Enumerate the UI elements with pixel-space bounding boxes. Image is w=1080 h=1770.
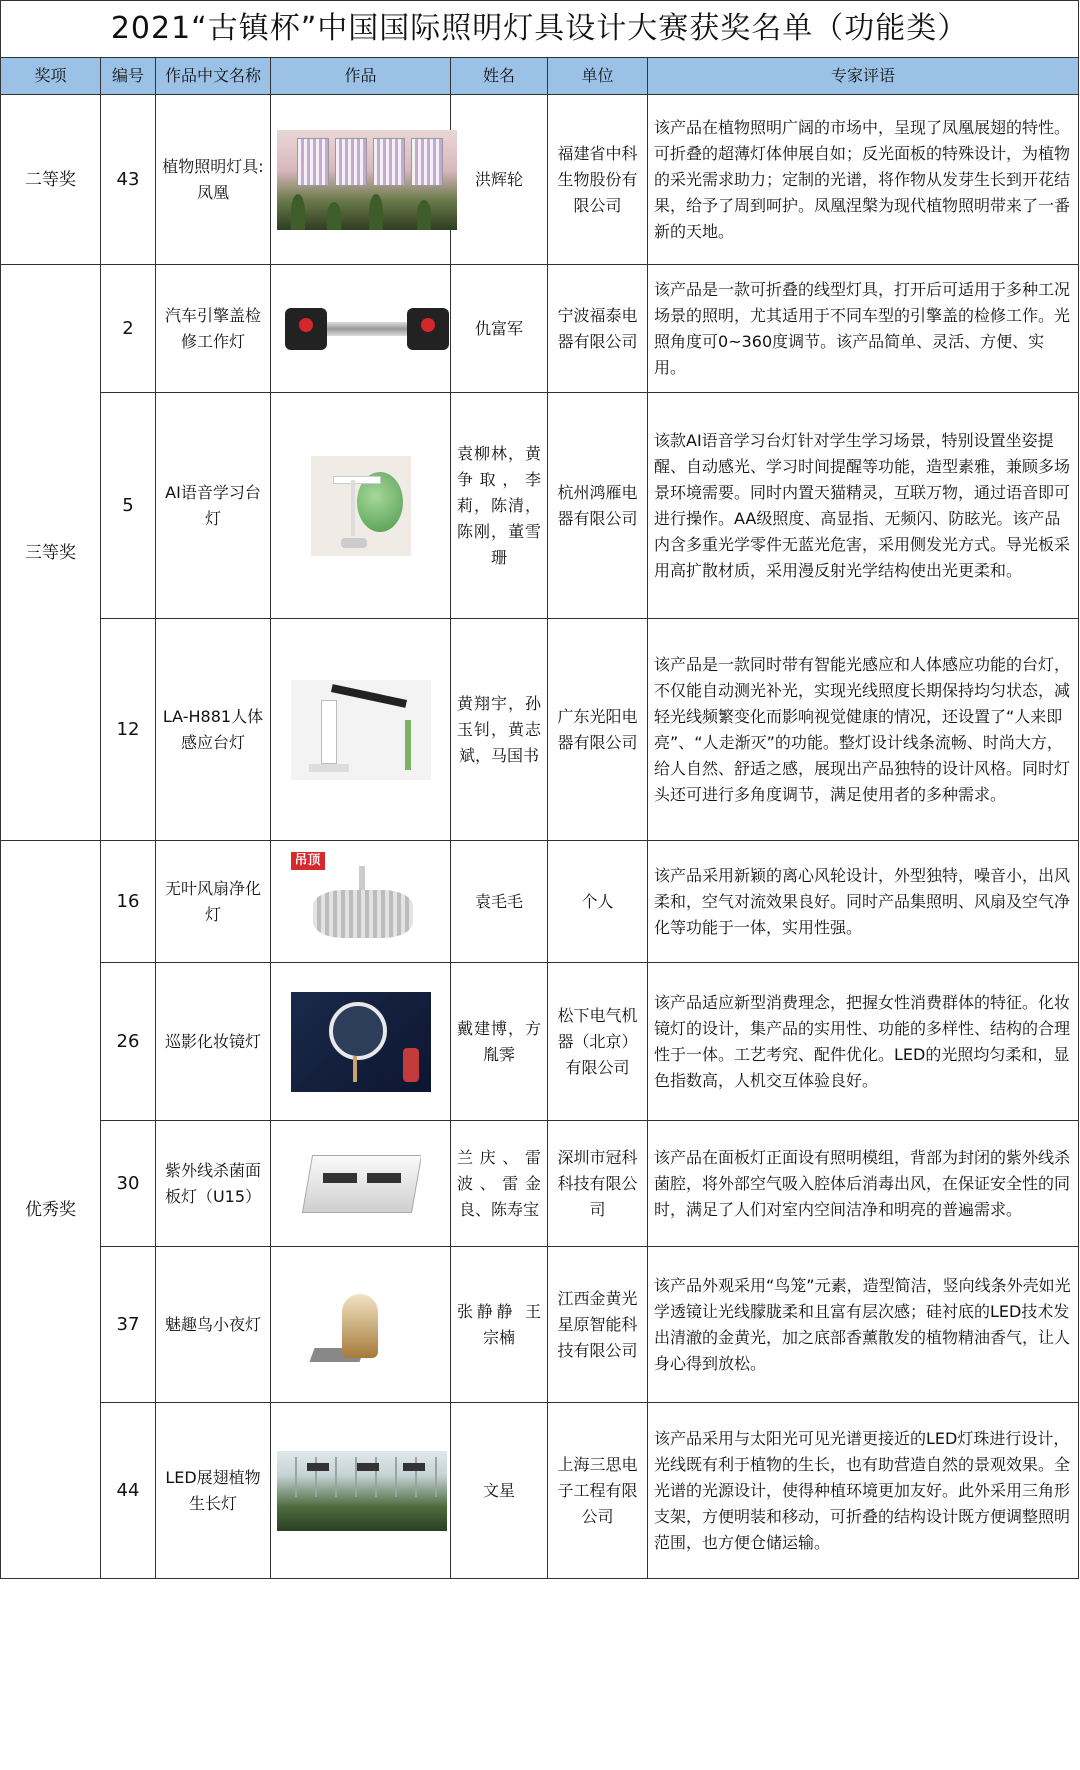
person-cell: 洪辉轮 xyxy=(451,95,548,265)
desk-lamp-picture xyxy=(311,456,411,556)
unit-cell: 宁波福泰电器有限公司 xyxy=(548,265,648,393)
review-cell: 该产品适应新型消费理念，把握女性消费群体的特征。化妆镜灯的设计，集产品的实用性、功能的多样性、结构的合理性于一体。工艺考究、配件优化。LED的光照均匀柔和，显色指数高，人机交互体验良好。 xyxy=(648,963,1079,1121)
number-cell: 2 xyxy=(101,265,156,393)
review-cell: 该产品是一款同时带有智能光感应和人体感应功能的台灯，不仅能自动测光补光，实现光线照度长期保持均匀状态，减轻光线频繁变化而影响视觉健康的情况，还设置了“人来即亮”、“人走渐灭”的功能。整灯设计线条流畅、时尚大方，给人自然、舒适之感，展现出产品独特的设计风格。同时灯头还可进行多角度调节，满足使用者的多种需求。 xyxy=(648,619,1079,841)
number-cell: 43 xyxy=(101,95,156,265)
greenhouse-picture xyxy=(277,1451,447,1531)
ceiling-badge: 吊顶 xyxy=(291,852,325,870)
number-cell: 44 xyxy=(101,1403,156,1579)
unit-cell: 深圳市冠科科技有限公司 xyxy=(548,1121,648,1247)
person-cell: 仇富军 xyxy=(451,265,548,393)
table-row xyxy=(1,1121,1079,1247)
night-light-picture xyxy=(306,1280,416,1370)
product-picture-cell xyxy=(271,95,451,265)
table-row xyxy=(1,95,1079,265)
product-name-cell: AI语音学习台灯 xyxy=(156,393,271,619)
page-title: 2021“古镇杯”中国国际照明灯具设计大赛获奖名单（功能类） xyxy=(1,1,1079,58)
award-cell: 二等奖 xyxy=(1,95,101,265)
product-picture-cell xyxy=(271,265,451,393)
table-row xyxy=(1,265,1079,393)
unit-cell: 上海三思电子工程有限公司 xyxy=(548,1403,648,1579)
header-review: 专家评语 xyxy=(648,58,1079,95)
work-light-picture xyxy=(277,304,457,354)
header-row xyxy=(1,58,1079,95)
mirror-light-picture xyxy=(291,992,431,1092)
header-person: 姓名 xyxy=(451,58,548,95)
product-name-cell: LA-H881人体感应台灯 xyxy=(156,619,271,841)
number-cell: 30 xyxy=(101,1121,156,1247)
header-unit: 单位 xyxy=(548,58,648,95)
table-row xyxy=(1,963,1079,1121)
product-name-cell: LED展翅植物生长灯 xyxy=(156,1403,271,1579)
product-picture-cell xyxy=(271,1247,451,1403)
review-cell: 该产品在面板灯正面设有照明模组，背部为封闭的紫外线杀菌腔，将外部空气吸入腔体后消毒出风，在保证安全性的同时，满足了人们对室内空间洁净和明亮的普遍需求。 xyxy=(648,1121,1079,1247)
number-cell: 12 xyxy=(101,619,156,841)
product-picture-cell xyxy=(271,963,451,1121)
person-cell: 黄翔宇，孙玉钊，黄志斌，马国书 xyxy=(451,619,548,841)
unit-cell: 福建省中科生物股份有限公司 xyxy=(548,95,648,265)
header-name: 作品中文名称 xyxy=(156,58,271,95)
person-cell: 张静静 王宗楠 xyxy=(451,1247,548,1403)
header-number: 编号 xyxy=(101,58,156,95)
table-row xyxy=(1,1403,1079,1579)
review-cell: 该款AI语音学习台灯针对学生学习场景，特别设置坐姿提醒、自动感光、学习时间提醒等功能，造型素雅，兼顾多场景环境需要。同时内置天猫精灵，互联万物，通过语音即可进行操作。AA级照度、高显指、无频闪、防眩光。该产品内含多重光学零件无蓝光危害，采用侧发光方式。导光板采用高扩散材质，采用漫反射光学结构使出光更柔和。 xyxy=(648,393,1079,619)
table-row xyxy=(1,619,1079,841)
number-cell: 37 xyxy=(101,1247,156,1403)
product-name-cell: 无叶风扇净化灯 xyxy=(156,841,271,963)
header-picture: 作品 xyxy=(271,58,451,95)
review-cell: 该产品外观采用“鸟笼”元素，造型简洁，竖向线条外壳如光学透镜让光线朦胧柔和且富有层次感；硅衬底的LED技术发出清澈的金黄光，加之底部香薰散发的植物精油香气，让人身心得到放松。 xyxy=(648,1247,1079,1403)
number-cell: 5 xyxy=(101,393,156,619)
table-row xyxy=(1,841,1079,963)
review-cell: 该产品采用与太阳光可见光谱更接近的LED灯珠进行设计，光线既有利于植物的生长，也有助营造自然的景观效果。全光谱的光源设计，使得种植环境更加友好。此外采用三角形支架，方便明装和移动，可折叠的结构设计既方便调整照明范围，也方便仓储运输。 xyxy=(648,1403,1079,1579)
product-picture-cell xyxy=(271,393,451,619)
person-cell: 袁毛毛 xyxy=(451,841,548,963)
person-cell: 袁柳林，黄争取，李莉，陈清，陈刚，董雪珊 xyxy=(451,393,548,619)
product-picture-cell xyxy=(271,1121,451,1247)
person-cell: 文星 xyxy=(451,1403,548,1579)
award-cell: 三等奖 xyxy=(1,265,101,841)
product-name-cell: 巡影化妆镜灯 xyxy=(156,963,271,1121)
uv-panel-picture xyxy=(301,1149,421,1219)
product-picture-cell xyxy=(271,1403,451,1579)
product-name-cell: 魅趣鸟小夜灯 xyxy=(156,1247,271,1403)
header-award: 奖项 xyxy=(1,58,101,95)
review-cell: 该产品采用新颖的离心风轮设计，外型独特，噪音小，出风柔和，空气对流效果良好。同时产品集照明、风扇及空气净化等功能于一体，实用性强。 xyxy=(648,841,1079,963)
review-cell: 该产品是一款可折叠的线型灯具，打开后可适用于多种工况场景的照明，尤其适用于不同车型的引擎盖的检修工作。光照角度可0~360度调节。该产品简单、灵活、方便、实用。 xyxy=(648,265,1079,393)
fan-light-picture xyxy=(291,852,431,952)
product-name-cell: 植物照明灯具:凤凰 xyxy=(156,95,271,265)
table-row xyxy=(1,1247,1079,1403)
product-picture-cell xyxy=(271,841,451,963)
unit-cell: 江西金黄光星原智能科技有限公司 xyxy=(548,1247,648,1403)
person-cell: 戴建博，方胤霁 xyxy=(451,963,548,1121)
number-cell: 16 xyxy=(101,841,156,963)
unit-cell: 个人 xyxy=(548,841,648,963)
unit-cell: 松下电气机器（北京）有限公司 xyxy=(548,963,648,1121)
product-name-cell: 紫外线杀菌面板灯（U15） xyxy=(156,1121,271,1247)
sensor-lamp-picture xyxy=(291,680,431,780)
unit-cell: 广东光阳电器有限公司 xyxy=(548,619,648,841)
product-name-cell: 汽车引擎盖检修工作灯 xyxy=(156,265,271,393)
person-cell: 兰庆、雷波、雷金良、陈寿宝 xyxy=(451,1121,548,1247)
review-cell: 该产品在植物照明广阔的市场中，呈现了凤凰展翅的特性。可折叠的超薄灯体伸展自如；反光面板的特殊设计，为植物的采光需求助力；定制的光谱，将作物从发芽生长到开花结果，给予了周到呵护。凤凰涅槃为现代植物照明带来了一番新的天地。 xyxy=(648,95,1079,265)
unit-cell: 杭州鸿雁电器有限公司 xyxy=(548,393,648,619)
award-cell: 优秀奖 xyxy=(1,841,101,1579)
plant-light-picture xyxy=(277,130,457,230)
table-row xyxy=(1,393,1079,619)
product-picture-cell xyxy=(271,619,451,841)
number-cell: 26 xyxy=(101,963,156,1121)
